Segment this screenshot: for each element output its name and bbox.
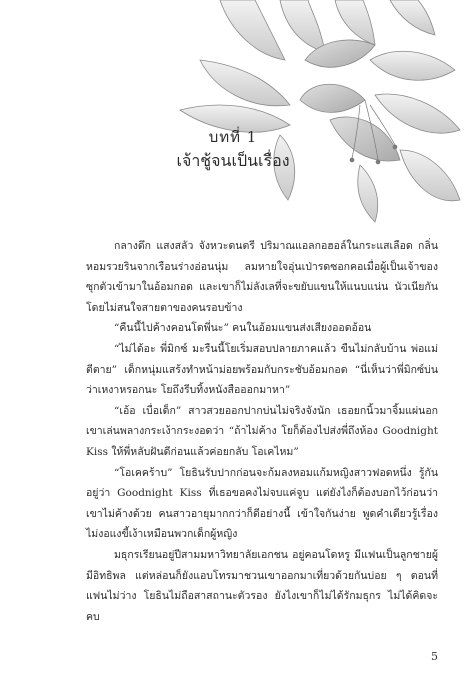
paragraph: มธุกรเรียนอยู่ปีสามมหาวิทยาลัยเอกชน อยู่คอนโดหรู มีแฟนเป็นลูกชายผู้มีอิทธิพล แต่หล่อนก็ยังแอบโทรมาชวนเขาออกมาเที่ยวด้วยกันบ่อย ๆ ตอนที่แฟนไม่ว่าง โยธินไม่ถือสาสถานะตัวรอง ยังไงเขาก็ไม่ได้รักมธุกร ไม่ได้คิดจะคบ (86, 548, 438, 623)
paragraph: “คืนนี้ไปค้างคอนโดพี่นะ” คนในอ้อมแขนส่งเสียงออดอ้อน (114, 322, 372, 335)
paragraph: “เอ้อ เบื่อเด็ก” สาวสวยออกปากบ่นไม่จริงจังนัก เธอยกนิ้วมาจิ้มแผ่นอกเขาเล่นพลางกระเง้ากระงอดว่า “ถ้าไม่ค้าง โยก็ต้องไปส่งพี่ถึงห้อง Goodnight Kiss ให้พี่หลับฝันดีก่อนแล้วค่อยกลับ โอเคไหม” (86, 404, 438, 458)
chapter-title: เจ้าชู้จนเป็นเรื่อง (176, 151, 290, 170)
chapter-body (86, 236, 438, 627)
paragraph: “ไม่ได้อะ พี่มิกซ์ มะรืนนี้โยเริ่มสอบปลายภาคแล้ว ขืนไม่กลับบ้าน พ่อแม่ตีตาย” เด็กหนุ่มแสร้งทำหน้าม่อยพร้อมกับกระชับอ้อมกอด “นี่เห็นว่าพี่มิกซ์บ่นว่าเหงาหรอกนะ โยถึงรีบทิ้งหนังสือออกมาหา” (86, 342, 438, 397)
page-number: 5 (431, 650, 438, 663)
flower-illustration (160, 0, 466, 225)
chapter-number: บทที่ 1 (208, 128, 258, 146)
paragraph: กลางดึก แสงสลัว จังหวะดนตรี ปริมาณแอลกอฮอล์ในกระแสเลือด กลิ่นหอมรวยรินจากเรือนร่างอ่อนนุ่ม ลมหายใจอุ่นเป่ารดซอกคอเมื่อผู้เป็นเจ้าของซุกตัวเข้ามาในอ้อมกอด และเขาก็ไม่ลังเลที่จะขยับแขนให้แนบแน่น นัวเนียกันโดยไม่สนใจสายตาของคนรอบข้าง (86, 240, 438, 314)
paragraph: “โอเคคร้าบ” โยธินรับปากก่อนจะก้มลงหอมแก้มหญิงสาวฟอดหนึ่ง รู้กันอยู่ว่า Goodnight Kiss ที่เธอขอคงไม่จบแค่จูบ แต่ยังไงก็ต้องบอกไว้ก่อนว่าเขาไม่ค้างด้วย คนสาวอายุมากกว่าก็ดีอย่างนี้ เข้าใจกันง่าย พูดคำเดียวรู้เรื่อง ไม่งอแงขี้เง้าเหมือนพวกเด็กผู้หญิง (86, 466, 438, 541)
